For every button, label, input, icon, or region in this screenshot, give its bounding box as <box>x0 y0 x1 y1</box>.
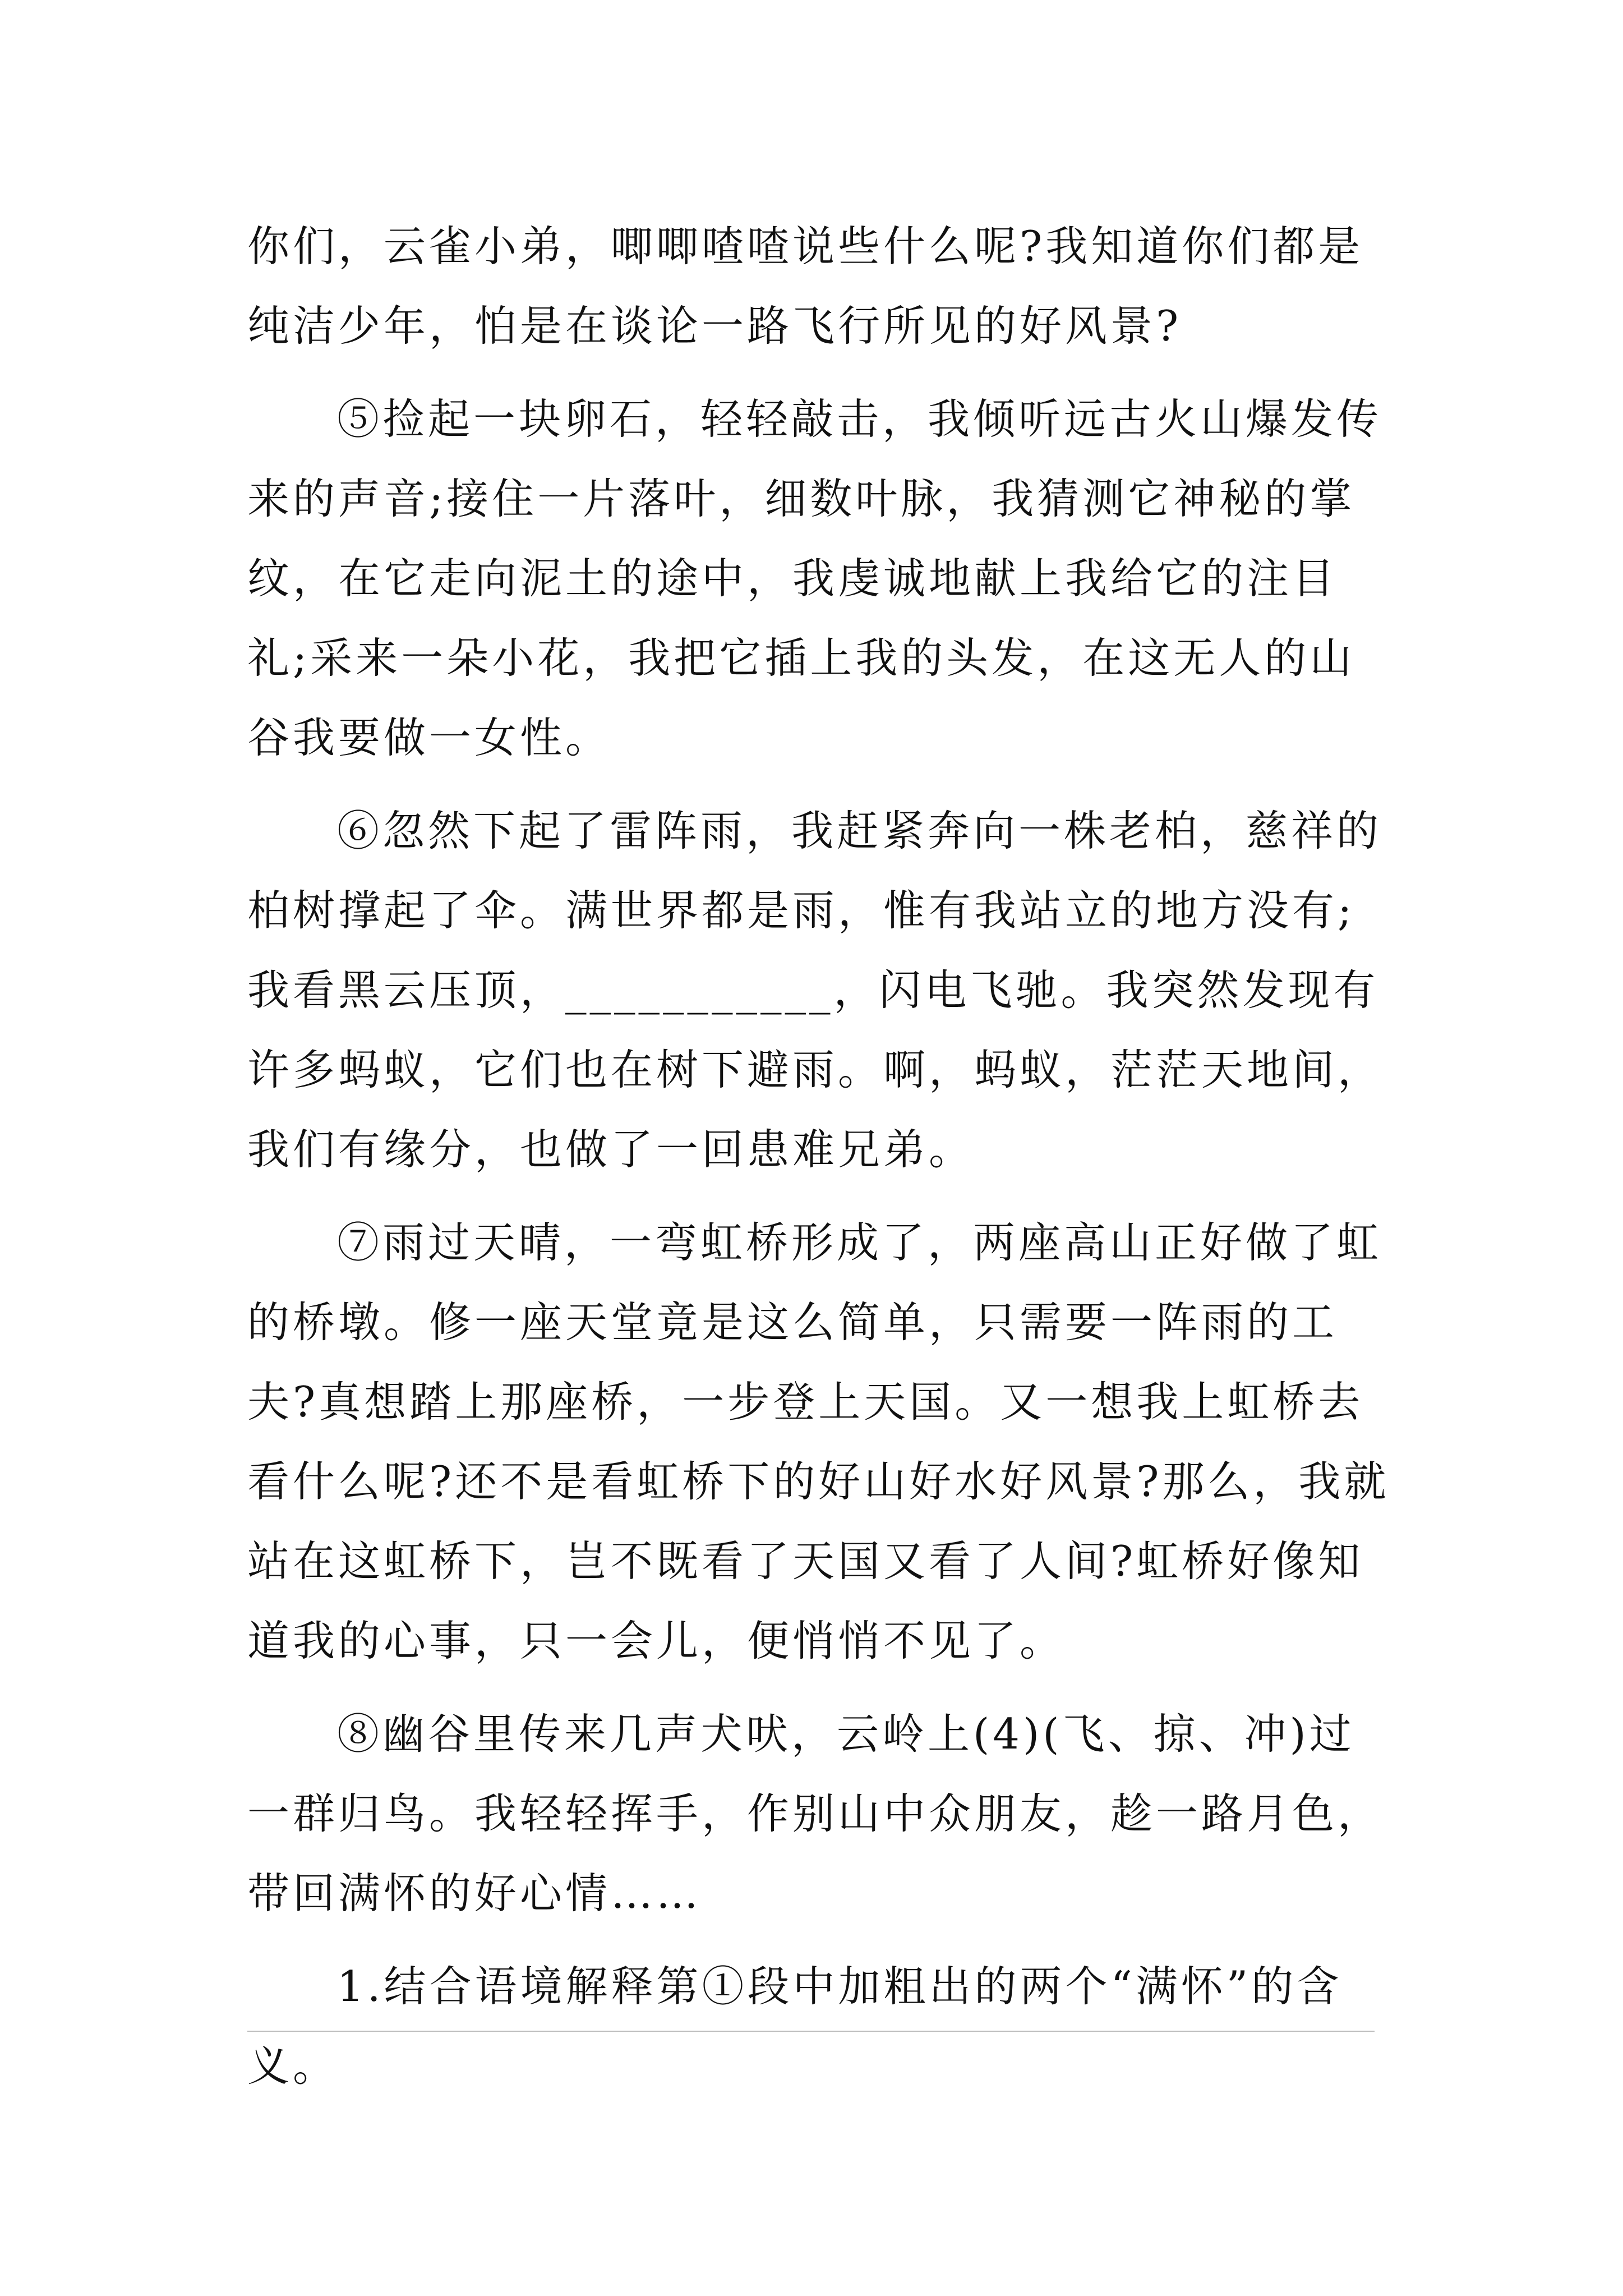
paragraph-continuation: 你们，云雀小弟，唧唧喳喳说些什么呢?我知道你们都是纯洁少年，怕是在谈论一路飞行所见的好风景? <box>247 222 1364 351</box>
paragraph-8: ⑧幽谷里传来几声犬吠，云岭上(4)(飞、掠、冲)过一群归鸟。我轻轻挥手，作别山中众朋友，趁一路月色，带回满怀的好心情…… <box>247 1709 1384 1918</box>
document-body <box>247 206 1397 2119</box>
paragraph-7: ⑦雨过天晴，一弯虹桥形成了，两座高山正好做了虹的桥墩。修一座天堂竟是这么简单，只需要一阵雨的工夫?真想踏上那座桥，一步登上天国。又一想我上虹桥去看什么呢?还不是看虹桥下的好山好水好风景?那么，我就站在这虹桥下，岂不既看了天国又看了人间?虹桥好像知道我的心事，只一会儿，便悄悄不见了。 <box>247 1218 1390 1665</box>
paragraph-5: ⑤捡起一块卵石，轻轻敲击，我倾听远古火山爆发传来的声音;接住一片落叶，细数叶脉，我猜测它神秘的掌纹，在它走向泥土的途中，我虔诚地献上我给它的注目礼;采来一朵小花，我把它插上我的头发，在这无人的山谷我要做一女性。 <box>247 394 1382 762</box>
question-1: 1.结合语境解释第①段中加粗出的两个“满怀”的含义。 <box>247 1962 1343 2091</box>
paragraph-6: ⑥忽然下起了雷阵雨，我赶紧奔向一株老柏，慈祥的柏树撑起了伞。满世界都是雨，惟有我站立的地方没有;我看黑云压顶，___________，闪电飞驰。我突然发现有许多蚂蚁，它们也在树下避雨。啊，蚂蚁，茫茫天地间，我们有缘分，也做了一回患难兄弟。 <box>247 806 1384 1174</box>
footer-divider <box>247 2031 1375 2032</box>
